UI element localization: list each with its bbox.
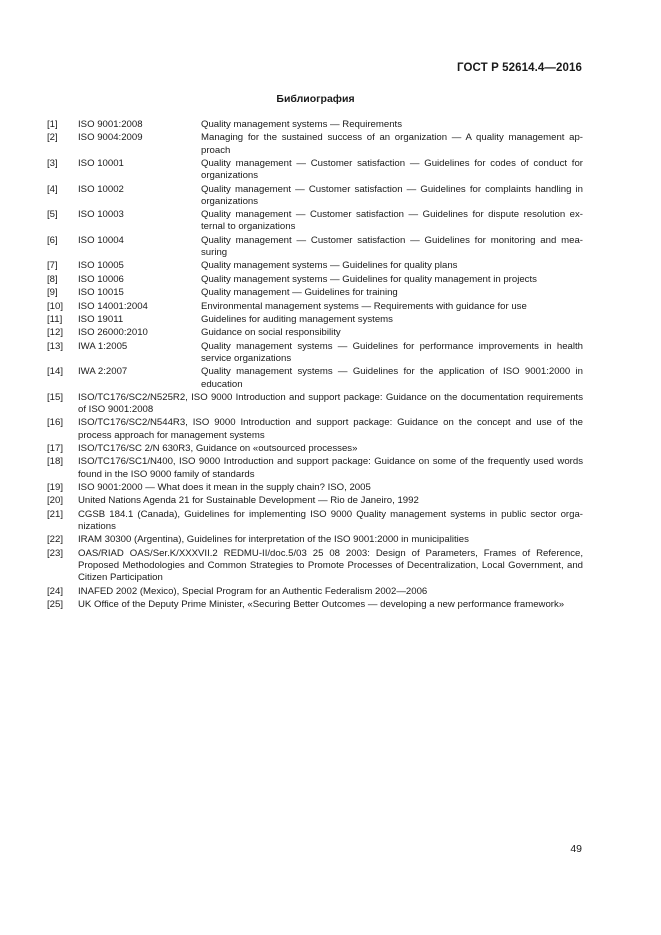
- bibliography-title: Библиография: [276, 93, 355, 105]
- bibliography-entry: [47, 274, 583, 286]
- entry-code: ISO 10004: [78, 234, 124, 246]
- entry-title: Guidelines for auditing management systems: [201, 313, 393, 325]
- bibliography-entry: [47, 548, 583, 585]
- entry-number: [8]: [47, 273, 58, 285]
- entry-code: IWA 2:2007: [78, 366, 128, 378]
- bibliography-entry: [47, 534, 583, 546]
- entry-title: Quality management — Customer satisfaction — Guidelines for monitoring and measuring: [201, 234, 583, 258]
- entry-number: [1]: [47, 119, 58, 130]
- entry-number: [13]: [47, 340, 64, 352]
- entry-number: [4]: [47, 183, 58, 195]
- bibliography-entry: [47, 327, 583, 339]
- entry-code: IWA 1:2005: [78, 340, 128, 352]
- entry-number: [25]: [47, 599, 64, 611]
- bibliography-entry: [47, 586, 583, 598]
- document-standard-header: ГОСТ Р 52614.4—2016: [457, 62, 582, 74]
- entry-text: INAFED 2002 (Mexico), Special Program for an Authentic Federalism 2002—2006: [78, 585, 428, 597]
- entry-number: [23]: [47, 547, 64, 559]
- entry-title: Quality management systems — Guidelines for quality plans: [201, 260, 458, 272]
- bibliography-entry: [47, 443, 583, 455]
- entry-code: ISO 10003: [78, 209, 124, 221]
- entry-text: OAS/RIAD OAS/Ser.K/XXXVII.2 REDMU-II/doc.5/03 25 08 2003: Design of Parameters, Frames of Reference, Proposed Methodologies and Common Strategies to Promote Processes of Decentralization, Local Government, and Citizen Participation: [78, 547, 583, 584]
- bibliography-entry: [47, 417, 583, 441]
- entry-title: Quality management — Customer satisfaction — Guidelines for complaints handling in organizations: [201, 183, 583, 207]
- entry-code: ISO 9001:2008: [78, 119, 143, 130]
- bibliography-entry: [47, 366, 583, 390]
- entry-text: IRAM 30300 (Argentina), Guidelines for interpretation of the ISO 9001:2000 in municipalities: [78, 534, 469, 546]
- entry-number: [6]: [47, 234, 58, 246]
- entry-code: ISO 10002: [78, 183, 124, 195]
- bibliography-entry: [47, 456, 583, 480]
- bibliography-entry: [47, 482, 583, 494]
- bibliography-entry: [47, 599, 583, 611]
- entry-number: [18]: [47, 456, 64, 468]
- entry-code: ISO 26000:2010: [78, 327, 148, 339]
- entry-text: ISO/TC176/SC 2/N 630R3, Guidance on «outsourced processes»: [78, 443, 358, 455]
- bibliography-entry: [47, 392, 583, 416]
- entry-number: [7]: [47, 260, 58, 272]
- entry-title: Quality management systems — Guidelines for performance improvements in health service organizations: [201, 340, 583, 364]
- entry-code: ISO 14001:2004: [78, 300, 148, 312]
- page-number: 49: [570, 843, 582, 855]
- bibliography-entry: [47, 509, 583, 533]
- entry-title: Quality management systems — Guidelines for quality management in projects: [201, 273, 537, 285]
- entry-code: ISO 10005: [78, 260, 124, 272]
- entry-number: [17]: [47, 443, 64, 455]
- bibliography-entry: [47, 301, 583, 313]
- bibliography-entry: [47, 158, 583, 182]
- entry-text: UK Office of the Deputy Prime Minister, «Securing Better Outcomes — developing a new performance framework»: [78, 599, 565, 611]
- bibliography-entry: [47, 119, 583, 131]
- entry-number: [3]: [47, 157, 58, 169]
- entry-code: ISO 10001: [78, 157, 124, 169]
- entry-code: ISO 19011: [78, 313, 124, 325]
- entry-number: [10]: [47, 300, 64, 312]
- entry-title: Quality management — Customer satisfaction — Guidelines for dispute resolution external to organizations: [201, 209, 583, 233]
- entry-number: [22]: [47, 534, 64, 546]
- entry-text: CGSB 184.1 (Canada), Guidelines for implementing ISO 9000 Quality management systems in public sector organizations: [78, 508, 583, 533]
- entry-text: ISO/TC176/SC2/N544R3, ISO 9000 Introduction and support package: Guidance on the concept and use of the process approach for management systems: [78, 417, 583, 441]
- entry-number: [15]: [47, 391, 64, 403]
- bibliography-entry: [47, 260, 583, 272]
- entry-number: [16]: [47, 417, 64, 429]
- entry-text: ISO 9001:2000 — What does it mean in the supply chain? ISO, 2005: [78, 482, 371, 494]
- entry-number: [14]: [47, 366, 64, 378]
- bibliography-entry: [47, 184, 583, 208]
- entry-title: Quality management systems — Guidelines for the application of ISO 9001:2000 in education: [201, 366, 583, 390]
- bibliography-entry: [47, 132, 583, 156]
- entry-title: Managing for the sustained success of an organization — A quality management approach: [201, 132, 583, 156]
- entry-number: [11]: [47, 313, 63, 325]
- bibliography-entry: [47, 314, 583, 326]
- entry-number: [5]: [47, 209, 58, 221]
- entry-text: ISO/TC176/SC2/N525R2, ISO 9000 Introduction and support package: Guidance on the documentation requirements of ISO 9001:2008: [78, 391, 583, 416]
- entry-code: ISO 10006: [78, 273, 124, 285]
- entry-title: Environmental management systems — Requirements with guidance for use: [201, 300, 527, 312]
- bibliography-entry: [47, 209, 583, 233]
- entry-title: Quality management — Customer satisfaction — Guidelines for codes of conduct for organizations: [201, 157, 583, 182]
- bibliography-entry: [47, 495, 583, 507]
- entry-text: ISO/TC176/SC1/N400, ISO 9000 Introduction and support package: Guidance on some of the frequently used words found in the ISO 9000 family of standards: [78, 456, 583, 480]
- entry-code: ISO 9004:2009: [78, 132, 143, 144]
- bibliography-entry: [47, 235, 583, 259]
- entry-number: [9]: [47, 287, 58, 299]
- entry-title: Guidance on social responsibility: [201, 327, 341, 339]
- entry-title: Quality management — Guidelines for training: [201, 287, 398, 299]
- bibliography-entry: [47, 341, 583, 365]
- entry-text: United Nations Agenda 21 for Sustainable Development — Rio de Janeiro, 1992: [78, 495, 419, 507]
- entry-code: ISO 10015: [78, 287, 124, 299]
- entry-number: [21]: [47, 508, 64, 520]
- entry-title: Quality management systems — Requirements: [201, 119, 403, 130]
- entry-number: [24]: [47, 585, 64, 597]
- entry-number: [2]: [47, 132, 58, 144]
- entry-number: [19]: [47, 482, 64, 494]
- bibliography-list: [47, 119, 583, 612]
- entry-number: [12]: [47, 327, 64, 339]
- entry-number: [20]: [47, 495, 64, 507]
- bibliography-entry: [47, 287, 583, 299]
